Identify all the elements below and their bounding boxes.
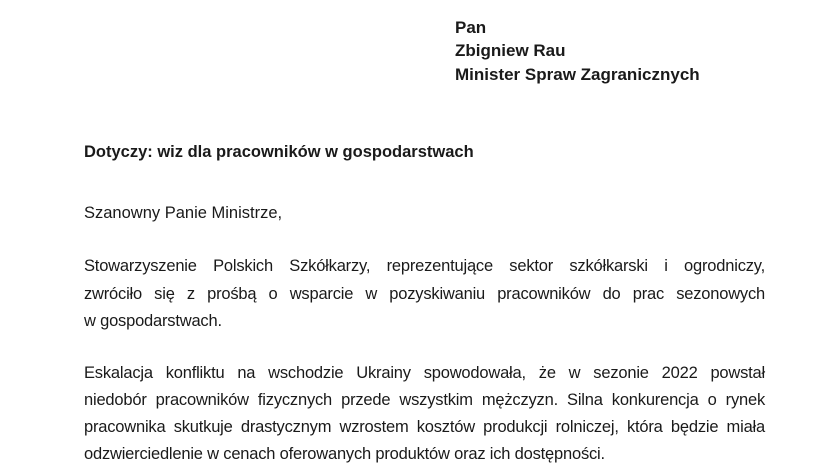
- text-line: odzwierciedlenie w cenach oferowanych produktów oraz ich dostępności.: [84, 445, 605, 463]
- text-line: Stowarzyszenie Polskich Szkółkarzy, reprezentujące sektor szkółkarski i ogrodniczy,: [84, 257, 765, 275]
- letter-greeting: Szanowny Panie Ministrze,: [84, 204, 283, 222]
- recipient-name: Zbigniew Rau: [455, 41, 566, 60]
- text-line: zwróciło się z prośbą o wsparcie w pozyskiwaniu pracowników do prac sezonowych: [84, 285, 765, 303]
- text-line: niedobór pracowników fizycznych przede wszystkim mężczyzn. Silna konkurencja o rynek: [84, 391, 765, 409]
- text-line: w gospodarstwach.: [84, 312, 222, 330]
- recipient-salutation: Pan: [455, 18, 487, 37]
- text-line: pracownika skutkuje drastycznym wzrostem kosztów produkcji rolniczej, która będzie miała: [84, 418, 765, 436]
- letter-subject: Dotyczy: wiz dla pracowników w gospodarstwach: [84, 143, 474, 161]
- recipient-position: Minister Spraw Zagranicznych: [455, 65, 700, 84]
- text-line: Eskalacja konfliktu na wschodzie Ukrainy spowodowała, że w sezonie 2022 powstał: [84, 364, 765, 382]
